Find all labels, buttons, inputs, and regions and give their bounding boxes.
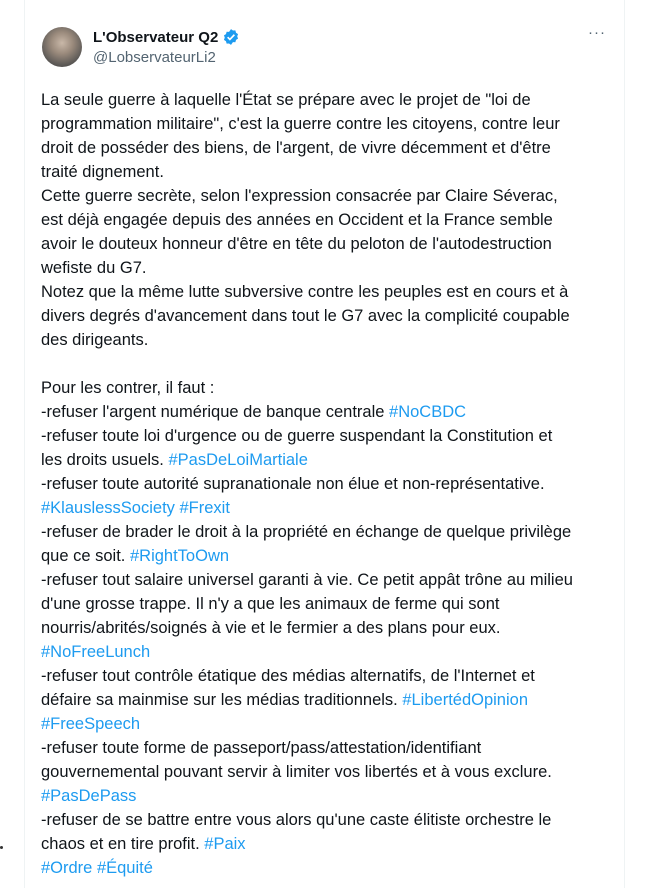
hashtag-link[interactable]: #PasDeLoiMartiale bbox=[168, 451, 308, 469]
tweet-line bbox=[41, 496, 611, 520]
text-segment: -refuser toute forme de passeport/pass/attestation/identifiant bbox=[41, 739, 482, 757]
hashtag-link[interactable]: #FreeSpeech bbox=[41, 715, 141, 733]
avatar[interactable] bbox=[42, 27, 82, 67]
tweet-line bbox=[41, 160, 611, 184]
text-segment: que ce soit. bbox=[41, 547, 130, 565]
tweet-line bbox=[41, 832, 611, 856]
text-segment: d'une grosse trappe. Il n'y a que les animaux de ferme qui sont bbox=[41, 595, 500, 613]
tweet-line bbox=[41, 520, 611, 544]
tweet-text bbox=[41, 88, 611, 880]
tweet-line bbox=[41, 352, 611, 376]
hashtag-link[interactable]: #LibertédOpinion bbox=[402, 691, 529, 709]
tweet-line bbox=[41, 256, 611, 280]
tweet-line bbox=[41, 328, 611, 352]
tweet-line bbox=[41, 544, 611, 568]
tweet-line bbox=[41, 856, 611, 880]
tweet-line bbox=[41, 232, 611, 256]
text-segment: nourris/abrités/soignés à vie et le fermier a des plans pour eux. bbox=[41, 619, 501, 637]
tweet-line bbox=[41, 400, 611, 424]
author-name[interactable] bbox=[93, 28, 240, 46]
author-name-text: L'Observateur Q2 bbox=[93, 28, 219, 46]
tweet-line bbox=[41, 688, 611, 712]
scroll-marker bbox=[0, 846, 3, 849]
text-segment: programmation militaire", c'est la guerre contre les citoyens, contre leur bbox=[41, 115, 560, 133]
text-segment: chaos et en tire profit. bbox=[41, 835, 205, 853]
tweet-line bbox=[41, 640, 611, 664]
tweet-line bbox=[41, 88, 611, 112]
text-segment: droit de posséder des biens, de l'argent, de vivre décemment et d'être bbox=[41, 139, 551, 157]
hashtag-link[interactable]: #NoCBDC bbox=[389, 403, 467, 421]
text-segment: -refuser toute autorité supranationale non élue et non-représentative. bbox=[41, 475, 545, 493]
text-segment: -refuser tout salaire universel garanti à vie. Ce petit appât trône au milieu bbox=[41, 571, 573, 589]
tweet-line bbox=[41, 424, 611, 448]
text-segment: Cette guerre secrète, selon l'expression consacrée par Claire Séverac, bbox=[41, 187, 558, 205]
tweet-line bbox=[41, 760, 611, 784]
text-segment: traité dignement. bbox=[41, 163, 164, 181]
tweet-line bbox=[41, 808, 611, 832]
tweet-line bbox=[41, 112, 611, 136]
hashtag-link[interactable]: #Frexit bbox=[179, 499, 230, 517]
text-segment: Notez que la même lutte subversive contre les peuples est en cours et à bbox=[41, 283, 569, 301]
tweet-line bbox=[41, 184, 611, 208]
tweet-line bbox=[41, 304, 611, 328]
text-segment: divers degrés d'avancement dans tout le G7 avec la complicité coupable bbox=[41, 307, 570, 325]
tweet-line bbox=[41, 448, 611, 472]
text-segment: La seule guerre à laquelle l'État se prépare avec le projet de "loi de bbox=[41, 91, 531, 109]
tweet-line bbox=[41, 136, 611, 160]
tweet-line bbox=[41, 712, 611, 736]
tweet-line bbox=[41, 208, 611, 232]
tweet-line bbox=[41, 664, 611, 688]
hashtag-link[interactable]: #Équité bbox=[96, 859, 153, 877]
text-segment: des dirigeants. bbox=[41, 331, 149, 349]
text-segment: wefiste du G7. bbox=[41, 259, 147, 277]
text-segment: -refuser de se battre entre vous alors qu'une caste élitiste orchestre le bbox=[41, 811, 552, 829]
text-segment: -refuser l'argent numérique de banque centrale bbox=[41, 403, 390, 421]
tweet-line bbox=[41, 616, 611, 640]
text-segment: gouvernemental pouvant servir à limiter vos libertés et à vous exclure. bbox=[41, 763, 552, 781]
verified-badge-icon bbox=[222, 28, 240, 46]
tweet-line bbox=[41, 736, 611, 760]
hashtag-link[interactable]: #PasDePass bbox=[41, 787, 137, 805]
tweet-line bbox=[41, 280, 611, 304]
hashtag-link[interactable]: #RightToOwn bbox=[129, 547, 230, 565]
hashtag-link[interactable]: #NoFreeLunch bbox=[41, 643, 151, 661]
text-segment: -refuser de brader le droit à la propriété en échange de quelque privilège bbox=[41, 523, 572, 541]
hashtag-link[interactable]: #Paix bbox=[204, 835, 246, 853]
more-options-icon[interactable]: ··· bbox=[588, 24, 606, 41]
text-segment: est déjà engagée depuis des années en Occident et la France semble bbox=[41, 211, 553, 229]
author-handle[interactable]: @LobservateurLi2 bbox=[93, 49, 216, 66]
tweet-line bbox=[41, 784, 611, 808]
text-segment: avoir le douteux honneur d'être en tête du peloton de l'autodestruction bbox=[41, 235, 552, 253]
text-segment: -refuser toute loi d'urgence ou de guerre suspendant la Constitution et bbox=[41, 427, 553, 445]
hashtag-link[interactable]: #KlauslessSociety bbox=[41, 499, 175, 517]
hashtag-link[interactable]: #Ordre bbox=[41, 859, 93, 877]
tweet-line bbox=[41, 568, 611, 592]
text-segment: Pour les contrer, il faut : bbox=[41, 379, 215, 397]
text-segment: les droits usuels. bbox=[41, 451, 169, 469]
text-segment: défaire sa mainmise sur les médias traditionnels. bbox=[41, 691, 403, 709]
tweet-line bbox=[41, 472, 611, 496]
tweet-line bbox=[41, 376, 611, 400]
text-segment: -refuser tout contrôle étatique des médias alternatifs, de l'Internet et bbox=[41, 667, 535, 685]
tweet-line bbox=[41, 592, 611, 616]
